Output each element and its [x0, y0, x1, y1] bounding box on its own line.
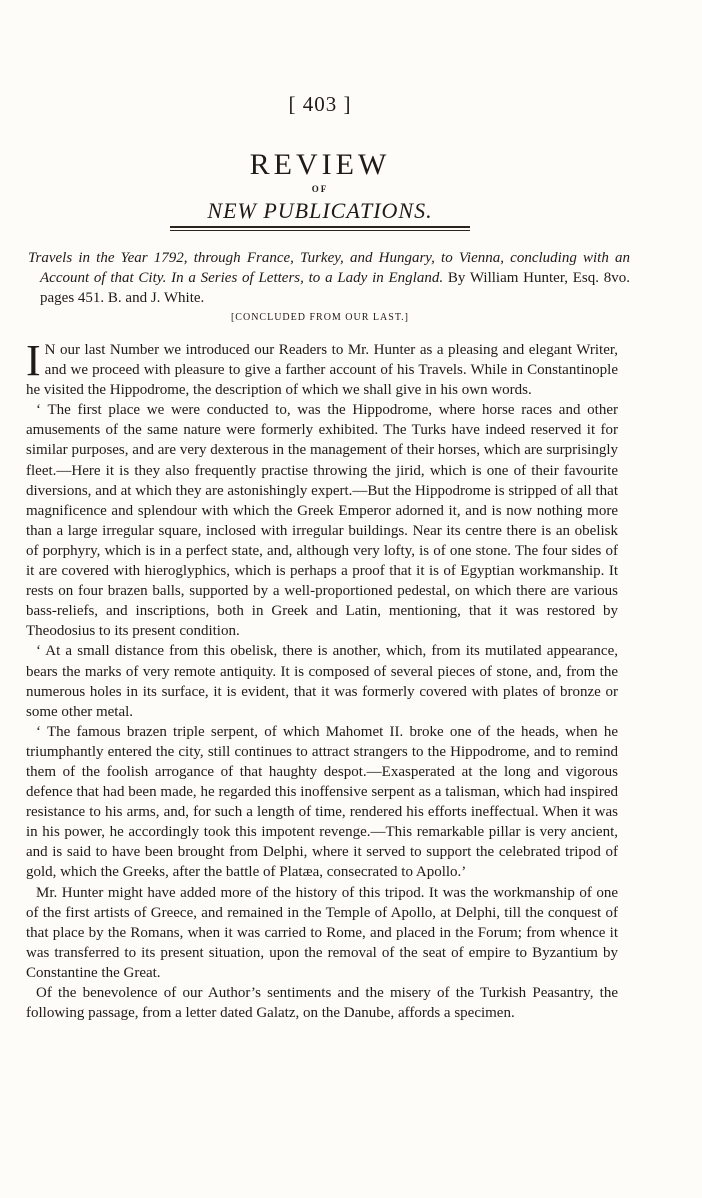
- book-heading: [28, 248, 630, 308]
- section-title-review: REVIEW: [249, 148, 391, 181]
- paragraph-2: ‘ The first place we were conducted to, was the Hippodrome, where horse races and other amusements of the same nature were formerly exhibited. The Turks have indeed reserved it for similar purposes, and are very dexterous in the management of their horses, which are surprisingly fleet.—Here it is they also frequently practise throwing the jirid, which is one of their favourite diversions, and at which they are astonishingly expert.—But the Hippodrome is stripped of all that magnificence and splendour with which the Greek Emperor adorned it, and is now nothing more than a large irregular square, inclosed with irregular buildings. Near its centre there is an obelisk of porphyry, which is in a perfect state, and, although very lofty, is of one stone. The four sides of it are covered with hieroglyphics, which is perhaps a proof that it is of Egyptian workmanship. It rests on four brazen balls, supported by a well-proportioned pedestal, on which there are various bass-reliefs, and inscriptions, both in Greek and Latin, mentioning, that it was restored by Theodosius to its present condition.: [26, 402, 618, 640]
- title-rule-thin: [170, 230, 470, 231]
- article-body: [26, 336, 618, 1023]
- concluded-note: [CONCLUDED FROM OUR LAST.]: [230, 312, 410, 323]
- paragraph-5: Mr. Hunter might have added more of the history of this tripod. It was the workmanship of one of the first artists of Greece, and remained in the Temple of Apollo, at Delphi, till the conquest of that place by the Romans, when it was carried to Rome, and placed in the Forum; from whence it was transferred to its present situation, upon the removal of the seat of empire to Byzantium by Constantine the Great.: [26, 884, 618, 981]
- drop-cap: I: [26, 336, 41, 385]
- paragraph-6: Of the benevolence of our Author’s sentiments and the misery of the Turkish Peasantry, the following passage, from a letter dated Galatz, on the Danube, affords a specimen.: [26, 985, 618, 1022]
- paragraph-1-text: N our last Number we introduced our Readers to Mr. Hunter as a pleasing and elegant Writer, and we proceed with pleasure to give a farther account of his Travels. While in Constantinople he visited the Hippodrome, the description of which we shall give in his own words.: [26, 342, 618, 399]
- paragraph-3: ‘ At a small distance from this obelisk, there is another, which, from its mutilated appearance, bears the marks of very remote antiquity. It is composed of several pieces of stone, and, from the numerous holes in its surface, it is evident, that it was formerly covered with plates of bronze or some other metal.: [26, 643, 618, 720]
- page-number: [ 403 ]: [288, 92, 352, 116]
- section-title-new-publications: NEW PUBLICATIONS.: [207, 198, 433, 223]
- section-title-of: OF: [311, 184, 329, 194]
- paragraph-4: ‘ The famous brazen triple serpent, of which Mahomet II. broke one of the heads, when he triumphantly entered the city, still continues to attract strangers to the Hippodrome, and to remind them of the foolish arrogance of that haughty despot.—Exasperated at the long and vigorous defence that had been made, he regarded this inoffensive serpent as a talisman, which had inspired resistance to his arms, and, for such a length of time, rendered his efforts ineffectual. When it was in his power, he accordingly took this impotent revenge.—This remarkable pillar is very ancient, and is said to have been brought from Delphi, where it served to support the celebrated tripod of gold, which the Greeks, after the battle of Platæa, consecrated to Apollo.’: [26, 723, 618, 881]
- book-title: Travels in the Year 1792, through France, Turkey, and Hungary, to Vienna, concluding with an Account of that City. In a Series of Letters, to a Lady in England.: [28, 250, 630, 286]
- title-rule-thick: [170, 226, 470, 228]
- paragraph-1: [26, 336, 618, 400]
- book-details: By William Hunter, Esq. 8vo. pages 451. B. and J. White.: [40, 270, 630, 306]
